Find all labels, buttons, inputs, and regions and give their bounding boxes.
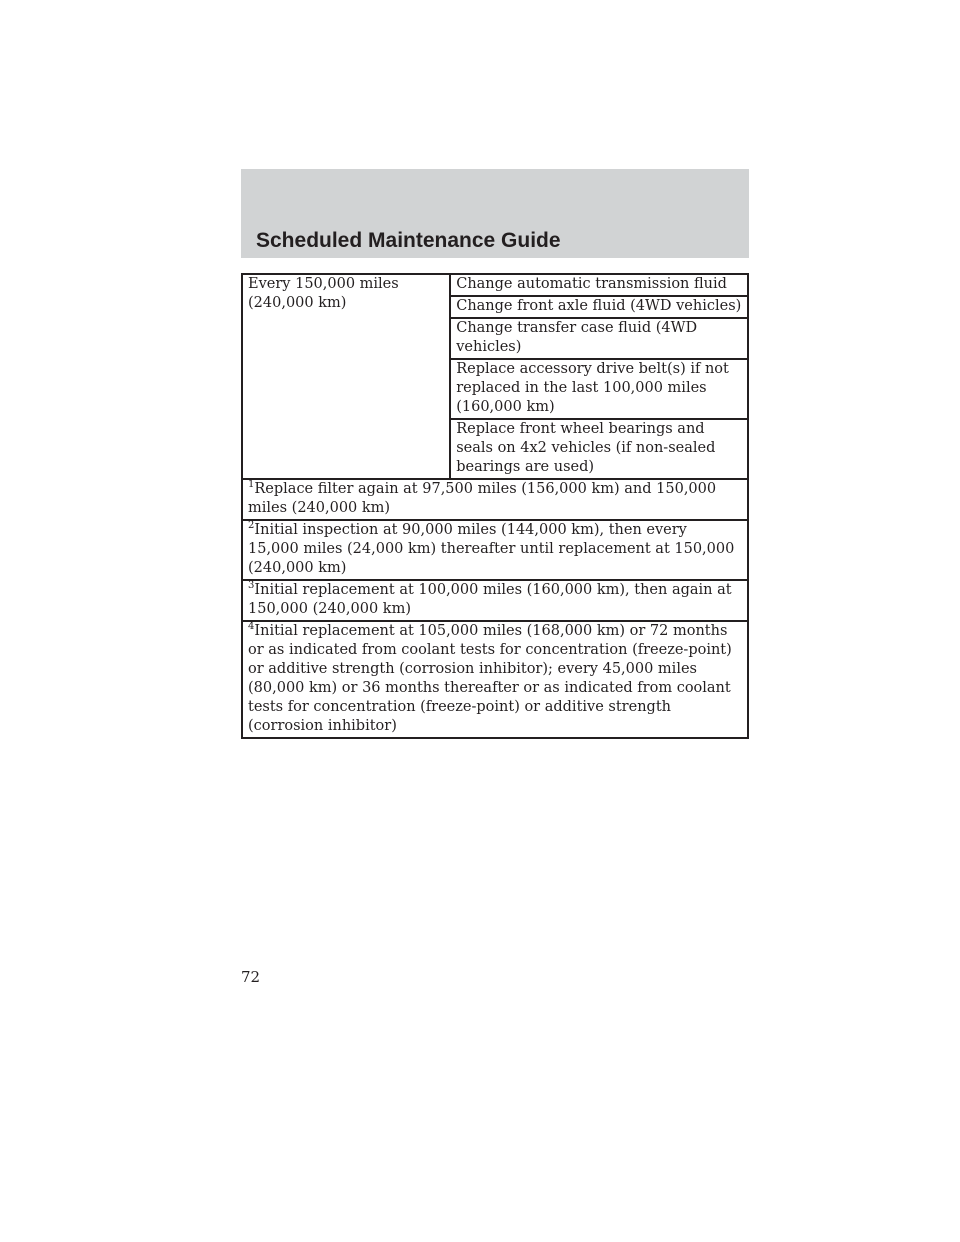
footnote-2 xyxy=(242,520,748,580)
interval-cell: Every 150,000 miles (240,000 km) xyxy=(242,274,450,479)
table-row xyxy=(242,274,748,296)
footnote-text: Replace filter again at 97,500 miles (156,000 km) and 150,000 miles (240,000 km) xyxy=(248,481,717,516)
footnote-row xyxy=(242,520,748,580)
footnote-text: Initial replacement at 105,000 miles (168,000 km) or 72 months or as indicated from coolant tests for concentration (freeze-point) or additive strength (corrosion inhibitor); every 45,000 miles (80,000 km) or 36 months thereafter or as indicated from coolant tests for concentration (freeze-point) or additive strength (corrosion inhibitor) xyxy=(248,623,732,734)
footnote-3 xyxy=(242,580,748,621)
task-cell: Replace accessory drive belt(s) if not replaced in the last 100,000 miles (160,000 km) xyxy=(450,359,748,419)
footnote-row xyxy=(242,621,748,738)
page-number: 72 xyxy=(241,968,261,986)
footnote-text: Initial replacement at 100,000 miles (160,000 km), then again at 150,000 (240,000 km) xyxy=(248,582,732,617)
maintenance-schedule-table xyxy=(241,273,749,739)
footnote-mark: 2 xyxy=(248,520,255,532)
footnote-mark: 1 xyxy=(248,479,255,491)
task-cell: Replace front wheel bearings and seals on 4x2 vehicles (if non-sealed bearings are used) xyxy=(450,419,748,479)
footnote-text: Initial inspection at 90,000 miles (144,000 km), then every 15,000 miles (24,000 km) thereafter until replacement at 150,000 (240,000 km) xyxy=(248,522,735,576)
task-cell: Change automatic transmission fluid xyxy=(450,274,748,296)
footnote-row xyxy=(242,479,748,520)
footnote-1 xyxy=(242,479,748,520)
footnote-mark: 4 xyxy=(248,621,255,633)
task-cell: Change transfer case fluid (4WD vehicles) xyxy=(450,318,748,359)
footnote-4 xyxy=(242,621,748,738)
footnote-row xyxy=(242,580,748,621)
section-title: Scheduled Maintenance Guide xyxy=(256,229,561,252)
footnote-mark: 3 xyxy=(248,580,255,592)
section-header-band xyxy=(241,169,749,258)
task-cell: Change front axle fluid (4WD vehicles) xyxy=(450,296,748,318)
